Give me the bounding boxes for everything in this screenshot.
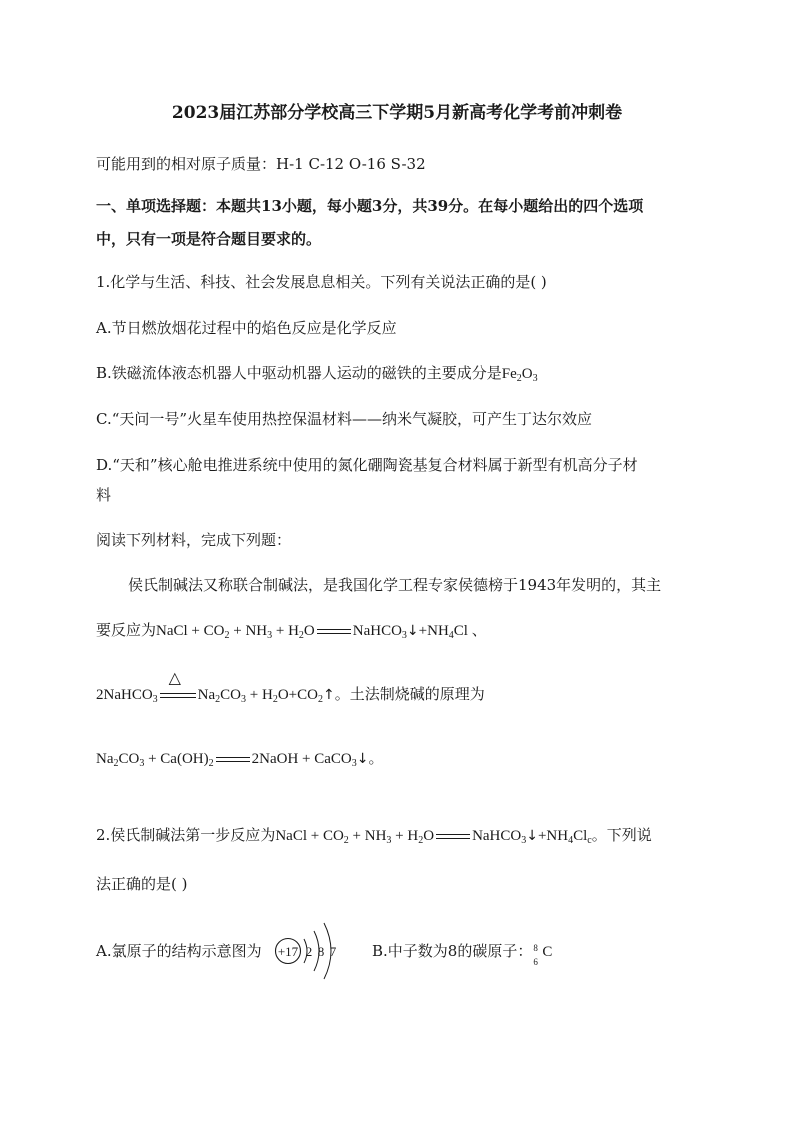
q2-option-b (372, 941, 553, 967)
page-title: 2023届江苏部分学校高三下学期5月新高考化学考前冲刺卷 (171, 103, 623, 123)
equals-sign (216, 755, 250, 765)
precipitate-arrow-icon: ↓ (406, 623, 419, 639)
q1-option-b (96, 363, 538, 384)
equation-caustic-soda: $Na_2CO_3 + Ca(OH)_2$ 2NaOH + CaCO$_3$↓。 (96, 751, 384, 769)
q2-stem-prefix: 2.侯氏制碱法第一步反应为 (96, 826, 276, 844)
q2-option-b-text: B.中子数为8的碳原子： (372, 942, 533, 960)
isotope-atomic-number: 6 (533, 957, 538, 967)
shell-3-electrons: 7 (329, 944, 337, 959)
precipitate-arrow-icon: ↓ (356, 751, 369, 767)
delta-icon: △ (168, 667, 181, 687)
equation-hou-main: NaCl + $CO_2 + NH_3 + H_2O$ $NaHCO_3↓+NH_4Cl$ 、 (156, 623, 487, 641)
gas-arrow-icon: ↑ (322, 687, 335, 703)
isotope-mass-number: 8 (533, 943, 538, 953)
formula-fe2o3: $Fe_2O_3$ (501, 366, 538, 384)
carbon-isotope-notation (532, 942, 542, 967)
section-heading-line1: 一、单项选择题：本题共13小题，每小题3分，共39分。在每小题给出的四个选项 (96, 197, 644, 215)
q1-option-b-text: B.铁磁流体液态机器人中驱动机器人运动的磁铁的主要成分是 (96, 364, 502, 382)
atomic-masses: 可能用到的相对原子质量：H-1 C-12 O-16 S-32 (96, 155, 426, 173)
reading-para-line3 (96, 667, 485, 705)
reading-para-line2 (96, 620, 487, 641)
equals-sign (436, 832, 470, 842)
q2-option-a: A.氯原子的结构示意图为 (96, 942, 262, 960)
reading-intro: 阅读下列材料，完成下列题： (96, 531, 292, 549)
q1-option-d-line2: 料 (96, 486, 112, 504)
reading-para-line1: 侯氏制碱法又称联合制碱法，是我国化学工程专家侯德榜于1943年发明的，其主 (128, 576, 662, 594)
section-heading-line2: 中，只有一项是符合题目要求的。 (96, 230, 322, 248)
q1-option-c: C.“天问一号”火星车使用热控保温材料——纳米气凝胶，可产生丁达尔效应 (96, 410, 593, 428)
nucleus-charge: +17 (277, 944, 299, 959)
chlorine-atom-structure-diagram (274, 917, 348, 985)
equals-sign (317, 627, 351, 637)
q2-stem-line1 (96, 825, 652, 846)
q1-option-d-line1: D.“天和”核心舱电推进系统中使用的氮化硼陶瓷基复合材料属于新型有机高分子材 (96, 456, 638, 474)
q1-option-a: A.节日燃放烟花过程中的焰色反应是化学反应 (96, 319, 397, 337)
para-suffix: 。土法制烧碱的原理为 (334, 685, 485, 703)
equation-q2: NaCl + $CO_2 + NH_3 + H_2O$ $NaHCO_3↓+NH_4Cl_c$ (275, 828, 592, 846)
shell-2-electrons: 8 (317, 944, 325, 959)
q2-stem-line2: 法正确的是( ) (96, 875, 188, 893)
isotope-symbol: C (542, 944, 553, 960)
shell-1-electrons: 2 (305, 944, 313, 959)
reading-para-line4 (96, 748, 384, 769)
heat-condition (160, 667, 196, 702)
precipitate-arrow-icon: ↓ (526, 828, 538, 844)
q1-stem: 1.化学与生活、科技、社会发展息息相关。下列有关说法正确的是( ) (96, 273, 547, 291)
para-prefix: 要反应为 (96, 621, 157, 639)
equation-decomposition: 2NaHCO$_3$ △ $Na_2CO_3$ + $H_2O+CO_2↑$ (96, 667, 335, 705)
q2-stem-suffix: 。下列说 (591, 826, 652, 844)
